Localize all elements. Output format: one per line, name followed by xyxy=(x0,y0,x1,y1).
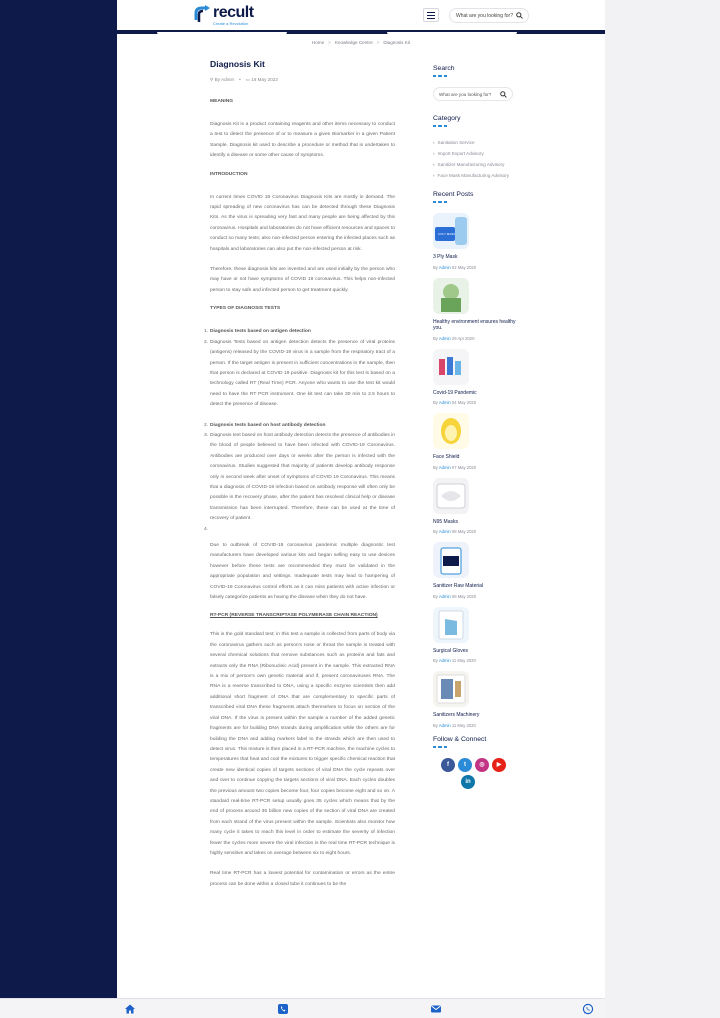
meta-author[interactable]: Admin xyxy=(438,658,451,663)
types-list-item xyxy=(204,327,395,337)
meta-by: By xyxy=(433,658,438,663)
menu-bar xyxy=(427,18,435,19)
user-icon: ⚲ xyxy=(210,77,215,82)
sidebar-search-placeholder: What are you looking for? xyxy=(439,91,492,97)
article-content xyxy=(204,59,395,900)
recent-post-thumbnail[interactable] xyxy=(433,478,469,514)
recent-post-meta xyxy=(433,400,523,405)
category-widget-title: Category xyxy=(433,115,461,122)
recent-post-meta xyxy=(433,594,523,599)
recent-post-thumbnail[interactable] xyxy=(433,542,469,578)
menu-bar xyxy=(427,15,435,16)
recent-post[interactable] xyxy=(433,542,523,599)
chevron-right-icon: › xyxy=(433,140,435,145)
recent-post-title[interactable]: Healthy environment ensures healthy you. xyxy=(433,318,516,331)
category-label: Sanitizer Manufacturing Advisory xyxy=(437,162,505,167)
meta-date: 04 May 2020 xyxy=(451,400,477,405)
recent-post[interactable] xyxy=(433,607,523,664)
recent-post-meta xyxy=(433,265,523,270)
youtube-icon[interactable]: ▶ xyxy=(492,758,506,772)
whatsapp-icon[interactable] xyxy=(582,1003,594,1015)
sidebar xyxy=(433,65,523,789)
search-icon[interactable] xyxy=(516,12,523,19)
left-background-band xyxy=(0,0,117,1018)
types-list-item xyxy=(204,421,395,431)
twitter-icon[interactable]: t xyxy=(458,758,472,772)
meta-date: 11 May 2020 xyxy=(451,658,476,663)
category-link[interactable] xyxy=(433,159,523,170)
meta-author[interactable]: Admin xyxy=(438,264,451,270)
recent-post[interactable] xyxy=(433,278,523,341)
recent-post-thumbnail[interactable] xyxy=(433,607,469,643)
recent-post-title[interactable]: Sanitizer Raw Material xyxy=(433,583,484,589)
breadcrumb-home[interactable]: Home xyxy=(311,40,325,45)
linkedin-icon[interactable]: in xyxy=(461,775,475,789)
category-list xyxy=(433,137,523,181)
meta-date: 11 May 2020 xyxy=(451,722,476,728)
types-heading: TYPES OF DIAGNOSIS TESTS xyxy=(210,306,281,312)
recent-posts-list xyxy=(433,213,523,728)
recent-post[interactable] xyxy=(433,671,523,728)
recent-post[interactable] xyxy=(433,213,523,270)
recent-post-meta xyxy=(433,658,523,663)
meaning-paragraph: Diagnosis Kit is a product containing reagents and other items necessary to conduct a test to detect the presence of or to measure a given Biomarker in a given Patient Sample. Diagnosis kit used to describe a procedure or method that is undertaken to identify a disease or some other cause of symptoms. xyxy=(210,122,395,159)
recent-post[interactable] xyxy=(433,413,523,470)
menu-toggle-button[interactable] xyxy=(423,8,439,22)
meta-by: By xyxy=(433,464,438,470)
sidebar-search-input[interactable] xyxy=(433,87,513,101)
types-list xyxy=(204,327,395,535)
breadcrumb xyxy=(117,40,605,45)
mobile-bottom-bar xyxy=(0,998,605,1018)
header-search-input[interactable] xyxy=(449,8,529,23)
recent-post[interactable] xyxy=(433,478,523,535)
category-link[interactable] xyxy=(433,148,523,159)
title-underline xyxy=(433,75,447,77)
post-author-text: By Admin xyxy=(214,77,235,82)
meta-author[interactable]: Admin xyxy=(438,335,451,341)
svg-text:3 PLY MASK: 3 PLY MASK xyxy=(438,232,456,236)
outbreak-paragraph: Due to outbreak of COVID-19 coronavirus pandemic multiple diagnostic test manufacturers have developed various kits and began selling easy to use devices however before these tests are recommended they must be validated in the appropriate population and settings. Inadequate tests may lead to hampering of COVID-19 Coronavirus control efforts as it can miss patients with active infection or falsely categorize patients as having the disease when they do not have. xyxy=(210,543,395,601)
category-link[interactable] xyxy=(433,137,523,148)
recent-post-title[interactable]: Face Shield xyxy=(433,454,460,460)
meta-date: 29 Apr 2020 xyxy=(451,335,475,341)
meta-by: By xyxy=(433,529,438,534)
rtpcr-heading: RT-PCR (REVERSE TRANSCRIPTASE POLYMERASE CHAIN REACTION) xyxy=(210,613,378,619)
recent-post-thumbnail[interactable] xyxy=(433,349,469,385)
list-number: 2. xyxy=(204,339,209,345)
list-number: 1. xyxy=(204,329,209,335)
mail-icon[interactable] xyxy=(430,1003,442,1015)
meta-date: 08 May 2020 xyxy=(451,529,477,534)
meta-date: 08 May 2020 xyxy=(451,593,477,599)
breadcrumb-section[interactable]: Knowledge Centre xyxy=(334,40,373,45)
recent-post[interactable] xyxy=(433,349,523,406)
chevron-right-icon: › xyxy=(433,173,435,178)
types-list-item xyxy=(204,525,395,535)
meta-by: By xyxy=(433,593,438,599)
right-background-band xyxy=(605,0,720,1018)
category-link[interactable] xyxy=(433,170,523,181)
chevron-right-icon: › xyxy=(433,162,435,167)
meta-dot: • xyxy=(239,77,241,82)
social-links xyxy=(441,758,511,789)
site-header xyxy=(117,0,605,33)
page-title: Diagnosis Kit xyxy=(210,59,265,69)
intro-paragraph: In current times COVID 19 Coronavirus Diagnosis Kits are mostly in demand. The rapid spreading of new coronavirus has can be detected through these Diagnosis Kits. As the virus is spreading very fast and many people are being affected by this coronavirus. Hospitals and laboratories do not have efficient resources and spaces to conduct so many tests; also non-infected person entering the infected places such as hospitals and laboratories can also put the non-infected person at risk. xyxy=(210,194,395,252)
recent-post-title[interactable]: Covid-19 Pandemic xyxy=(433,389,477,396)
title-underline xyxy=(433,746,447,748)
meaning-heading: MEANING xyxy=(210,99,234,104)
recent-post-thumbnail[interactable] xyxy=(433,671,469,707)
breadcrumb-current: Diagnosis Kit xyxy=(383,40,411,45)
post-date xyxy=(246,77,278,83)
recent-post-title[interactable]: N95 Masks xyxy=(433,518,459,525)
list-number: 2. xyxy=(204,422,209,428)
meta-author[interactable]: Admin xyxy=(438,722,451,728)
recent-post-title[interactable]: Surgical Gloves xyxy=(433,647,469,654)
category-label: Import Export Advisory xyxy=(437,151,484,156)
logo-arrow-icon xyxy=(193,5,213,25)
calendar-icon: ▭ xyxy=(245,77,252,82)
recent-post-thumbnail[interactable] xyxy=(433,213,469,249)
title-underline xyxy=(433,201,447,203)
list-item-text: Diagnosis test based on host antibody detection detects the presence of antibodies in the blood of people believed to have been infected with COVID-19 Coronavirus. Antibodies are produced over days or weeks after the person is infected with the coronavirus. Studies suggested that majority of patients develop antibody response only in second week after onset of symptoms of COVID 19 Coronavirus. This means that a diagnosis of COVID-19 infection based on antibody response will often only be possible in the recovery phase, after the patient has resolved clinical help or disease transmission has been interrupted. Therefore, these can be used at the time of recovery of patient xyxy=(210,432,395,522)
recent-post-thumbnail[interactable] xyxy=(433,413,469,449)
category-label: Sanitation Service xyxy=(437,140,475,145)
meta-author[interactable]: Admin xyxy=(438,593,451,599)
intro-heading: INTRODUCTION xyxy=(210,171,248,177)
meta-by: By xyxy=(433,400,438,405)
recent-post-title[interactable]: 3 Ply Mask xyxy=(433,254,458,260)
list-item-text: Diagnosis Tests based on antigen detection detects the presence of viral proteins (antigens) released by the COVID-19 virus in a sample from the respiratory tract of a person. If the target antigen is present in sufficient concentrations in the sample, then that person is declared at COVID 19 positive. Diagnosis kit for this test is based on a technology called RT (Real Time) PCR. Anyone who wants to use the test kit would need to have the RT PCR instrument. One kit test can take 30 min to 2.5 hours to detect the presence of disease. xyxy=(210,339,395,408)
recent-post-meta xyxy=(433,529,523,534)
recent-post-thumbnail[interactable] xyxy=(433,278,469,314)
meta-author[interactable]: Admin xyxy=(438,529,451,534)
chevron-right-icon: › xyxy=(433,151,435,156)
meta-author[interactable]: Admin xyxy=(438,464,451,470)
rtpcr-paragraph: This is the gold standard test; in this test a sample is collected from parts of body via the coronavirus gathers such as person's nose or throat the sample is treated with several chemical solutions that remove substances such as proteins and fats and extracts only the RNA (Ribonucleic Acid) present in the sample. This extracted RNA is a mix of person's own genetic material and if, present coronaviruses RNA. The RNA is a reverse transcribed to DNA, using a specific enzyme scientists then add additional short fragment of DNA that are complementary to specific parts of transcribed viral DNA these fragments attach themselves to focus on section of the viral DNA. If the virus is present within the sample a number of the added genetic fragments are for building DNA strands during amplification while the others are for building the DNA and adding markers label to the strands which are then used to detect virus. This mixture is then placed in a RT-PCR machine, the machine cycles to temperatures that heat and cool the mixtures to trigger specific chemical reaction that create new identical copies of targets sections of viral DNA the cycle repeats over and over to continue copying the targets sections of viral DNA. Each cycles doubles the previous amount two copies become four, four copies become eight and so on. A standard real-time RT-PCR setup usually goes 35 cycles which means that by the end of process around 35 billion new copies of the section of viral DNA are created from each strand of the virus present within the sample. Scientists also monitor how many cycle it takes to reach this level in order to estimate the severity of infection fewer the cycles more severe the viral infection is the real time RT-PCR technique is highly sensitive and takes on average between six to eight hours. xyxy=(210,632,395,856)
header-search-placeholder: What are you looking for? xyxy=(456,12,513,19)
final-paragraph: Real time RT-PCR has a lowest potential for contamination or errors as the entire process can be done within a closed tube it continues to be the xyxy=(210,871,395,887)
follow-title: Follow & Connect xyxy=(433,735,487,743)
list-item-text xyxy=(210,525,395,535)
search-icon[interactable] xyxy=(500,91,507,98)
post-author[interactable] xyxy=(210,77,234,83)
header-decor-strip xyxy=(117,30,605,34)
meta-date: 07 May 2020 xyxy=(451,464,477,470)
facebook-icon[interactable]: f xyxy=(441,758,455,772)
list-number: 3. xyxy=(204,432,209,438)
intro-paragraph: Therefore, these diagnosis kits are invented and are used initially by the person who may have or not have symptoms of COVID 19 coronavirus. This helps non-infected person to stay safe and infected person to get treatment quickly. xyxy=(210,267,395,293)
breadcrumb-separator: > xyxy=(328,40,331,45)
recent-post-title[interactable]: Sanitizers Machinery xyxy=(433,712,480,718)
recent-post-meta xyxy=(433,723,523,728)
logo-wordmark: recult xyxy=(213,4,254,21)
category-label: Face Mask Manufacturing Advisory xyxy=(437,173,510,178)
recent-post-meta xyxy=(433,336,523,341)
title-underline xyxy=(433,125,447,127)
post-date-text: 16 May 2023 xyxy=(251,77,278,82)
list-number: 4. xyxy=(204,526,209,532)
site-logo[interactable] xyxy=(193,5,254,29)
home-icon[interactable] xyxy=(124,1003,136,1015)
post-meta xyxy=(210,77,395,83)
recent-post-meta xyxy=(433,465,523,470)
meta-date: 02 May 2020 xyxy=(451,264,477,270)
instagram-icon[interactable]: ◎ xyxy=(475,758,489,772)
page-container xyxy=(117,0,605,1018)
meta-by: By xyxy=(433,264,438,270)
recent-posts-title: Recent Posts xyxy=(433,191,474,198)
phone-icon[interactable] xyxy=(277,1003,289,1015)
types-list-item xyxy=(204,431,395,525)
list-item-text: Diagnosis tests based on host antibody detection xyxy=(210,422,326,428)
logo-tagline: Create a Revolution xyxy=(213,21,249,26)
meta-by: By xyxy=(433,335,438,341)
search-widget-title: Search xyxy=(433,65,455,72)
breadcrumb-separator: > xyxy=(376,40,380,45)
menu-bar xyxy=(427,12,435,13)
meta-author[interactable]: Admin xyxy=(438,400,451,405)
meta-by: By xyxy=(433,722,438,728)
list-item-text: Diagnosis tests based on antigen detection xyxy=(210,329,311,335)
types-list-item xyxy=(204,338,395,411)
